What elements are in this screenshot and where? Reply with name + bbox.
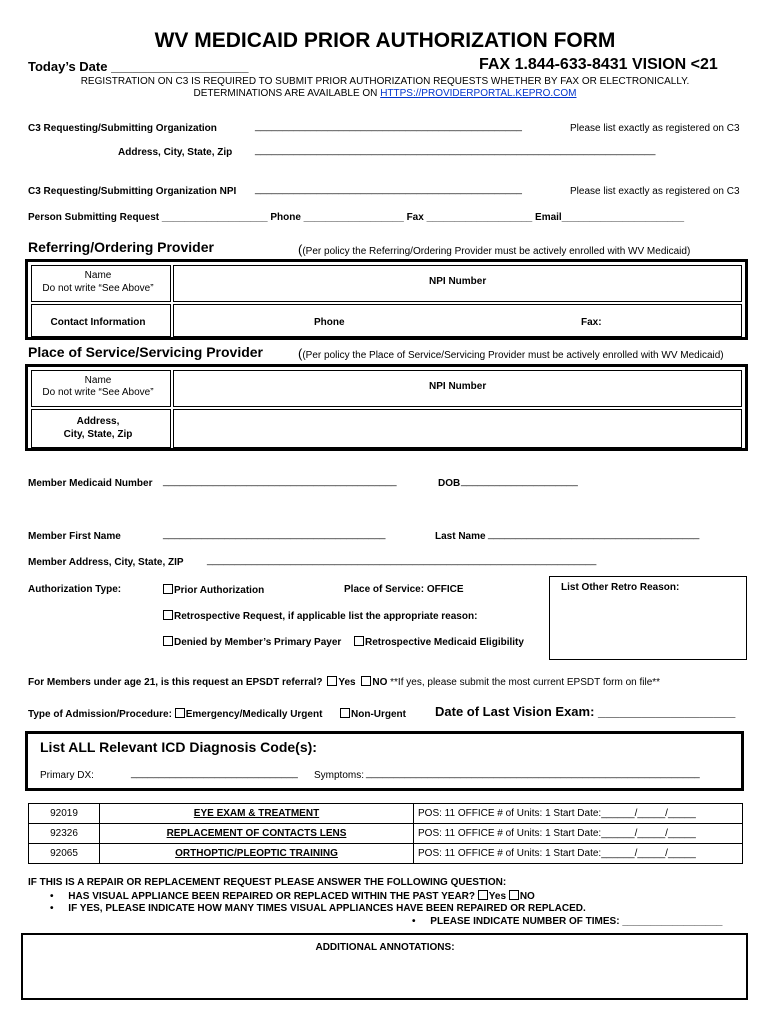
retro-eligibility-option[interactable] (354, 636, 524, 648)
referring-policy-note: ((Per policy the Referring/Ordering Provider must be actively enrolled with WV Medicaid) (298, 242, 691, 257)
provider-portal-link[interactable]: HTTPS://PROVIDERPORTAL.KEPRO.COM (380, 88, 577, 99)
epsdt-yes-checkbox[interactable] (327, 676, 337, 686)
non-urgent-option[interactable] (340, 708, 406, 720)
denied-primary-payer-label: Denied by Member’s Primary Payer (174, 637, 342, 648)
service-pos-start-date[interactable]: POS: 11 OFFICE # of Units: 1 Start Date:______/_____/_____ (414, 804, 743, 824)
referring-fax-label: Fax: (581, 317, 602, 328)
dob-input[interactable]: _____________________ (461, 476, 578, 487)
place-policy-note: ((Per policy the Place of Service/Servicing Provider must be actively enrolled with WV Medicaid) (298, 346, 724, 361)
referring-phone-fax-cell[interactable] (173, 304, 742, 337)
repair-yes-checkbox[interactable] (478, 890, 488, 900)
member-last-name-input[interactable]: ______________________________________ (488, 529, 700, 540)
c3-address-label: Address, City, State, Zip (118, 147, 233, 158)
retrospective-request-checkbox[interactable] (163, 610, 173, 620)
member-first-name-input[interactable]: ________________________________________ (163, 529, 386, 540)
service-pos-start-date[interactable]: POS: 11 OFFICE # of Units: 1 Start Date:______/_____/_____ (414, 844, 743, 864)
referring-name-label: Name (84, 270, 112, 281)
member-address-input[interactable]: ______________________________________________________________________ (207, 555, 597, 566)
epsdt-row (28, 676, 660, 688)
place-name-label: Name (84, 375, 112, 386)
member-address-label: Member Address, City, State, ZIP (28, 557, 184, 568)
service-pos-start-date[interactable]: POS: 11 OFFICE # of Units: 1 Start Date:______/_____/_____ (414, 824, 743, 844)
repair-q1-text: HAS VISUAL APPLIANCE BEEN REPAIRED OR REPLACED WITHIN THE PAST YEAR? (68, 891, 476, 902)
repair-question-2 (50, 903, 586, 914)
c3-address-input[interactable]: ________________________________________________________________________ (255, 145, 656, 156)
service-code: 92019 (29, 804, 100, 824)
repair-q2-text: IF YES, PLEASE INDICATE HOW MANY TIMES VISUAL APPLIANCES HAVE BEEN REPAIRED OR REPLACED. (68, 903, 586, 914)
icd-title: List ALL Relevant ICD Diagnosis Code(s): (40, 739, 317, 755)
bullet-2: • (50, 903, 54, 914)
repair-yes-label: Yes (488, 891, 507, 902)
epsdt-no-label: NO (372, 677, 388, 688)
primary-dx-input[interactable]: ______________________________ (131, 768, 298, 779)
service-description: ORTHOPTIC/PLEOPTIC TRAINING (100, 844, 414, 864)
fax-number: FAX 1.844-633-8431 VISION <21 (479, 56, 718, 73)
emergency-checkbox[interactable] (175, 708, 185, 718)
service-code: 92065 (29, 844, 100, 864)
service-description: REPLACEMENT OF CONTACTS LENS (100, 824, 414, 844)
epsdt-no-checkbox[interactable] (361, 676, 371, 686)
c3-org-input[interactable]: ________________________________________________ (255, 121, 522, 132)
place-name-sublabel: Do not write “See Above” (42, 387, 154, 398)
dob-label: DOB (438, 478, 461, 489)
authorization-type-label: Authorization Type: (28, 584, 122, 595)
services-table (28, 803, 743, 864)
referring-npi-label: NPI Number (429, 276, 487, 287)
admission-type-row (28, 708, 322, 720)
bullet-1: • (50, 891, 54, 902)
table-row (29, 844, 743, 864)
retrospective-request-label: Retrospective Request, if applicable list the appropriate reason: (174, 611, 478, 622)
prior-authorization-checkbox[interactable] (163, 584, 173, 594)
determinations-prefix: DETERMINATIONS ARE AVAILABLE ON (193, 88, 381, 99)
epsdt-question: For Members under age 21, is this request an EPSDT referral? (28, 677, 323, 688)
other-retro-reason-label: List Other Retro Reason: (561, 582, 680, 593)
c3-npi-note: Please list exactly as registered on C3 (570, 186, 740, 197)
place-of-service-office: Place of Service: OFFICE (344, 584, 464, 595)
place-npi-label: NPI Number (429, 381, 487, 392)
member-medicaid-input[interactable]: __________________________________________ (163, 476, 397, 487)
repair-no-label: NO (519, 891, 535, 902)
place-of-service-title: Place of Service/Servicing Provider (28, 344, 264, 360)
c3-npi-label: C3 Requesting/Submitting Organization NPI (28, 186, 237, 197)
table-row (29, 804, 743, 824)
place-address-input-cell[interactable] (173, 409, 742, 448)
admission-type-label: Type of Admission/Procedure: (28, 709, 172, 720)
referring-policy-text: (Per policy the Referring/Ordering Provider must be actively enrolled with WV Medicaid) (302, 246, 691, 257)
repair-no-checkbox[interactable] (509, 890, 519, 900)
service-description: EYE EXAM & TREATMENT (100, 804, 414, 824)
registration-notice: REGISTRATION ON C3 IS REQUIRED TO SUBMIT PRIOR AUTHORIZATION REQUESTS WHETHER BY FAX OR ELECTRONICALLY. (80, 76, 690, 87)
c3-org-label: C3 Requesting/Submitting Organization (28, 123, 217, 134)
prior-authorization-label: Prior Authorization (174, 585, 265, 596)
referring-name-sublabel: Do not write “See Above” (42, 283, 154, 294)
member-last-name-label: Last Name (435, 531, 486, 542)
determinations-notice (0, 88, 770, 99)
member-medicaid-label: Member Medicaid Number (28, 478, 153, 489)
additional-annotations-label: ADDITIONAL ANNOTATIONS: (315, 942, 455, 953)
non-urgent-label: Non-Urgent (351, 709, 406, 720)
table-row (29, 824, 743, 844)
denied-primary-payer-checkbox[interactable] (163, 636, 173, 646)
retrospective-request-option[interactable] (163, 610, 477, 622)
referring-phone-label: Phone (314, 317, 345, 328)
retro-eligibility-checkbox[interactable] (354, 636, 364, 646)
denied-primary-payer-option[interactable] (163, 636, 341, 648)
repair-intro: IF THIS IS A REPAIR OR REPLACEMENT REQUEST PLEASE ANSWER THE FOLLOWING QUESTION: (28, 877, 507, 888)
person-submitting-row[interactable]: Person Submitting Request ___________________ Phone __________________ Fax ___________________ Email______________________ (28, 212, 685, 223)
symptoms-label: Symptoms: (314, 770, 365, 781)
emergency-label: Emergency/Medically Urgent (185, 709, 323, 720)
service-code: 92326 (29, 824, 100, 844)
referring-contact-label: Contact Information (50, 317, 146, 328)
repair-question-3[interactable] (412, 916, 722, 927)
bullet-3: • (412, 916, 416, 927)
form-title: WV MEDICAID PRIOR AUTHORIZATION FORM (154, 29, 616, 52)
prior-authorization-option[interactable] (163, 584, 264, 596)
epsdt-note: **If yes, please submit the most current EPSDT form on file** (390, 677, 661, 688)
member-first-name-label: Member First Name (28, 531, 121, 542)
place-address-label-2: City, State, Zip (63, 429, 133, 440)
place-policy-text: (Per policy the Place of Service/Servicing Provider must be actively enrolled with WV Medicaid) (302, 350, 724, 361)
epsdt-yes-label: Yes (338, 677, 356, 688)
place-address-label-1: Address, (76, 416, 120, 427)
repair-q3-text: PLEASE INDICATE NUMBER OF TIMES: __________________ (430, 916, 723, 927)
symptoms-input[interactable]: ____________________________________________________________ (366, 768, 700, 779)
referring-provider-title: Referring/Ordering Provider (28, 239, 214, 255)
c3-org-note: Please list exactly as registered on C3 (570, 123, 740, 134)
repair-question-1 (50, 890, 535, 902)
last-vision-exam-field[interactable]: Date of Last Vision Exam: ___________________ (435, 704, 736, 719)
c3-npi-input[interactable]: ________________________________________________ (255, 184, 522, 195)
primary-dx-label: Primary DX: (40, 770, 94, 781)
todays-date-field[interactable]: Today’s Date ___________________ (28, 59, 249, 74)
retro-eligibility-label: Retrospective Medicaid Eligibility (365, 637, 524, 648)
non-urgent-checkbox[interactable] (340, 708, 350, 718)
